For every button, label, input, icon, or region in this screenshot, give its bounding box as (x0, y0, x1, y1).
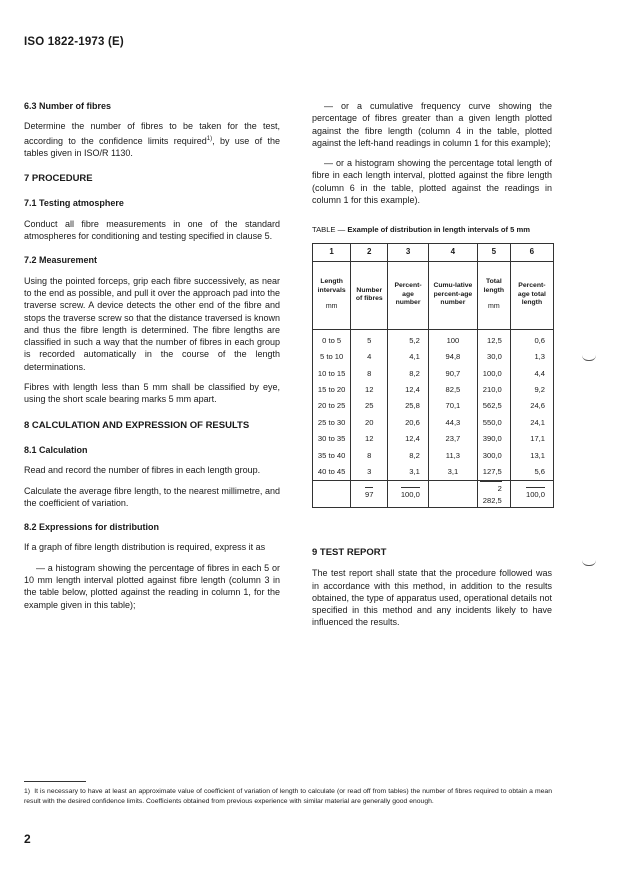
margin-mark (582, 355, 596, 361)
table-cell: 100 (428, 329, 477, 349)
column-number: 4 (428, 243, 477, 261)
column-header-cumulative-percentage: Cumu-lative percent-age number (428, 261, 477, 329)
section-8-2-list-item-3: — or a histogram showing the percentage total length of fibre in each length interval, plotted against the fibre length (column 6 in the table, plotted against the readings in column 1 for this example). (312, 158, 552, 206)
total-cell (428, 480, 477, 508)
table-cell: 25 to 30 (313, 415, 351, 431)
column-header-total-length: Total length mm (477, 261, 510, 329)
table-cell: 562,5 (477, 398, 510, 414)
table-cell: 8,2 (388, 366, 429, 382)
table-cell: 5 (351, 329, 388, 349)
table-cell: 127,5 (477, 464, 510, 480)
table-cell: 82,5 (428, 382, 477, 398)
column-number: 5 (477, 243, 510, 261)
table-cell: 12,5 (477, 329, 510, 349)
table-cell: 3,1 (428, 464, 477, 480)
table-cell: 8 (351, 448, 388, 464)
table-cell: 20 (351, 415, 388, 431)
table-cell: 17,1 (510, 431, 553, 447)
section-8-1-paragraph-2: Calculate the average fibre length, to the nearest millimetre, and the coefficient of variation. (24, 485, 280, 508)
table-cell: 3,1 (388, 464, 429, 480)
section-8-title: 8 CALCULATION AND EXPRESSION OF RESULTS (24, 419, 250, 431)
table-row (313, 415, 554, 431)
table-cell: 20,6 (388, 415, 429, 431)
page-number: 2 (24, 832, 31, 846)
table-cell: 15 to 20 (313, 382, 351, 398)
table-cell: 210,0 (477, 382, 510, 398)
section-9-text: The test report shall state that the procedure followed was in accordance with this method, in addition to the results obtained, the type of apparatus used, operational details not specified in this method and any incidents likely to have influenced the results. (312, 568, 552, 628)
table-cell: 8 (351, 366, 388, 382)
section-6-3-text: Determine the number of fibres to be taken for the test, according to the confidence limits required$^{1)}$, by use of the tables given in ISO/R 1130. (24, 121, 281, 158)
table-cell: 44,3 (428, 415, 477, 431)
footnote-divider (24, 781, 86, 782)
table-cell: 4,1 (388, 349, 429, 365)
footnote-marker: 1) (24, 788, 31, 795)
table-cell: 0 to 5 (313, 329, 351, 349)
table-cell: 90,7 (428, 366, 477, 382)
column-number: 3 (388, 243, 429, 261)
table-row (313, 448, 554, 464)
table-cell: 390,0 (477, 431, 510, 447)
table-row (313, 329, 554, 349)
table-cell: 25 (351, 398, 388, 414)
column-number-row (313, 243, 554, 261)
table-cell: 30,0 (477, 349, 510, 365)
table-cell: 5 to 10 (313, 349, 351, 365)
table-cell: 35 to 40 (313, 448, 351, 464)
column-header-length-intervals: Length intervals mm (313, 261, 351, 329)
footnote-reference[interactable]: 1) (206, 135, 213, 142)
table-cell: 30 to 35 (313, 431, 351, 447)
section-7-1-title: 7.1 Testing atmosphere (24, 198, 124, 209)
total-cell (313, 480, 351, 508)
section-8-2-paragraph-1: If a graph of fibre length distribution is required, express it as (24, 542, 266, 553)
column-header-percentage-total-length: Percent-age total length (510, 261, 553, 329)
column-header-percentage-number: Percent-age number (388, 261, 429, 329)
distribution-table (312, 243, 554, 509)
total-cell: 97 (351, 480, 388, 508)
table-cell: 550,0 (477, 415, 510, 431)
section-8-2-list-item-1: — a histogram showing the percentage of fibres in each 5 or 10 mm length interval plotted against fibre length (column 3 in the table below, plotted against the reading in column 1, for the example given in this table); (24, 562, 280, 610)
section-7-title: 7 PROCEDURE (24, 173, 93, 185)
table-caption: TABLE — Example of distribution in length intervals of 5 mm (312, 225, 531, 235)
section-7-1-text: Conduct all fibre measurements in one of the standard atmospheres for conditioning and testing specified in clause 5. (24, 218, 280, 242)
section-8-1-title: 8.1 Calculation (24, 444, 88, 455)
table-cell: 70,1 (428, 398, 477, 414)
section-8-2-title: 8.2 Expressions for distribution (24, 522, 160, 533)
table-cell: 40 to 45 (313, 464, 351, 480)
total-cell: 2 282,5 (477, 480, 510, 508)
table-row (313, 398, 554, 414)
table-row (313, 366, 554, 382)
distribution-table-block (312, 224, 552, 508)
table-cell: 94,8 (428, 349, 477, 365)
table-cell: 300,0 (477, 448, 510, 464)
table-cell: 4 (351, 349, 388, 365)
column-header-number-of-fibres: Number of fibres (351, 261, 388, 329)
table-cell: 3 (351, 464, 388, 480)
table-row (313, 464, 554, 480)
table-cell: 9,2 (510, 382, 553, 398)
totals-row (313, 480, 554, 508)
table-cell: 12 (351, 382, 388, 398)
table-cell: 12,4 (388, 382, 429, 398)
section-7-2-paragraph-1: Using the pointed forceps, grip each fibre successively, as near to the end as possible, and pull it over the approach pad into the traverse screw. A device detects the other end of the fibre and stops the traverse screw so that the distance traversed is known and thus the fibre length is determined. The fibre lengths are classified in such a way that the number of fibres in each group is recorded automatically in the course of the length determinations. (24, 275, 280, 372)
section-7-2-paragraph-2: Fibres with length less than 5 mm shall be classified by eye, using the short scale bearing marks 5 mm apart. (24, 382, 280, 405)
table-cell: 24,6 (510, 398, 553, 414)
table-cell: 5,2 (388, 329, 429, 349)
right-column (312, 100, 552, 508)
left-column (24, 100, 280, 619)
column-number: 2 (351, 243, 388, 261)
footnote (24, 787, 552, 807)
table-row (313, 349, 554, 365)
column-number: 6 (510, 243, 553, 261)
table-cell: 1,3 (510, 349, 553, 365)
footnote-text: It is necessary to have at least an approximate value of coefficient of variation of length to calculate (or read off from tables) the number of fibres required to obtain a mean result with the desired confidence limits. Coefficients obtained from previous experience with similar material are generally good enough. (24, 788, 552, 805)
section-8-1-paragraph-1: Read and record the number of fibres in each length group. (24, 465, 261, 476)
table-cell: 20 to 25 (313, 398, 351, 414)
column-header-row (313, 261, 554, 329)
section-7-2-title: 7.2 Measurement (24, 255, 98, 266)
table-cell: 8,2 (388, 448, 429, 464)
total-cell: 100,0 (510, 480, 553, 508)
table-cell: 24,1 (510, 415, 553, 431)
table-row (313, 431, 554, 447)
table-cell: 11,3 (428, 448, 477, 464)
table-cell: 12,4 (388, 431, 429, 447)
column-number: 1 (313, 243, 351, 261)
table-cell: 25,8 (388, 398, 429, 414)
standard-identifier: ISO 1822-1973 (E) (24, 36, 124, 48)
section-9-title: 9 TEST REPORT (312, 547, 387, 558)
table-cell: 10 to 15 (313, 366, 351, 382)
test-report-section (312, 547, 552, 637)
section-8-2-list-item-2: — or a cumulative frequency curve showing the percentage of fibres greater than a given length plotted against the fibre length (column 4 in the table, plotted against the left-hand readings in column 1 for this example); (312, 101, 552, 148)
total-cell: 100,0 (388, 480, 429, 508)
table-row (313, 382, 554, 398)
table-cell: 4,4 (510, 366, 553, 382)
table-cell: 100,0 (477, 366, 510, 382)
margin-mark (582, 560, 596, 566)
table-cell: 23,7 (428, 431, 477, 447)
section-6-3-title: 6.3 Number of fibres (24, 101, 112, 111)
table-cell: 13,1 (510, 448, 553, 464)
table-cell: 12 (351, 431, 388, 447)
table-cell: 0,6 (510, 329, 553, 349)
table-cell: 5,6 (510, 464, 553, 480)
